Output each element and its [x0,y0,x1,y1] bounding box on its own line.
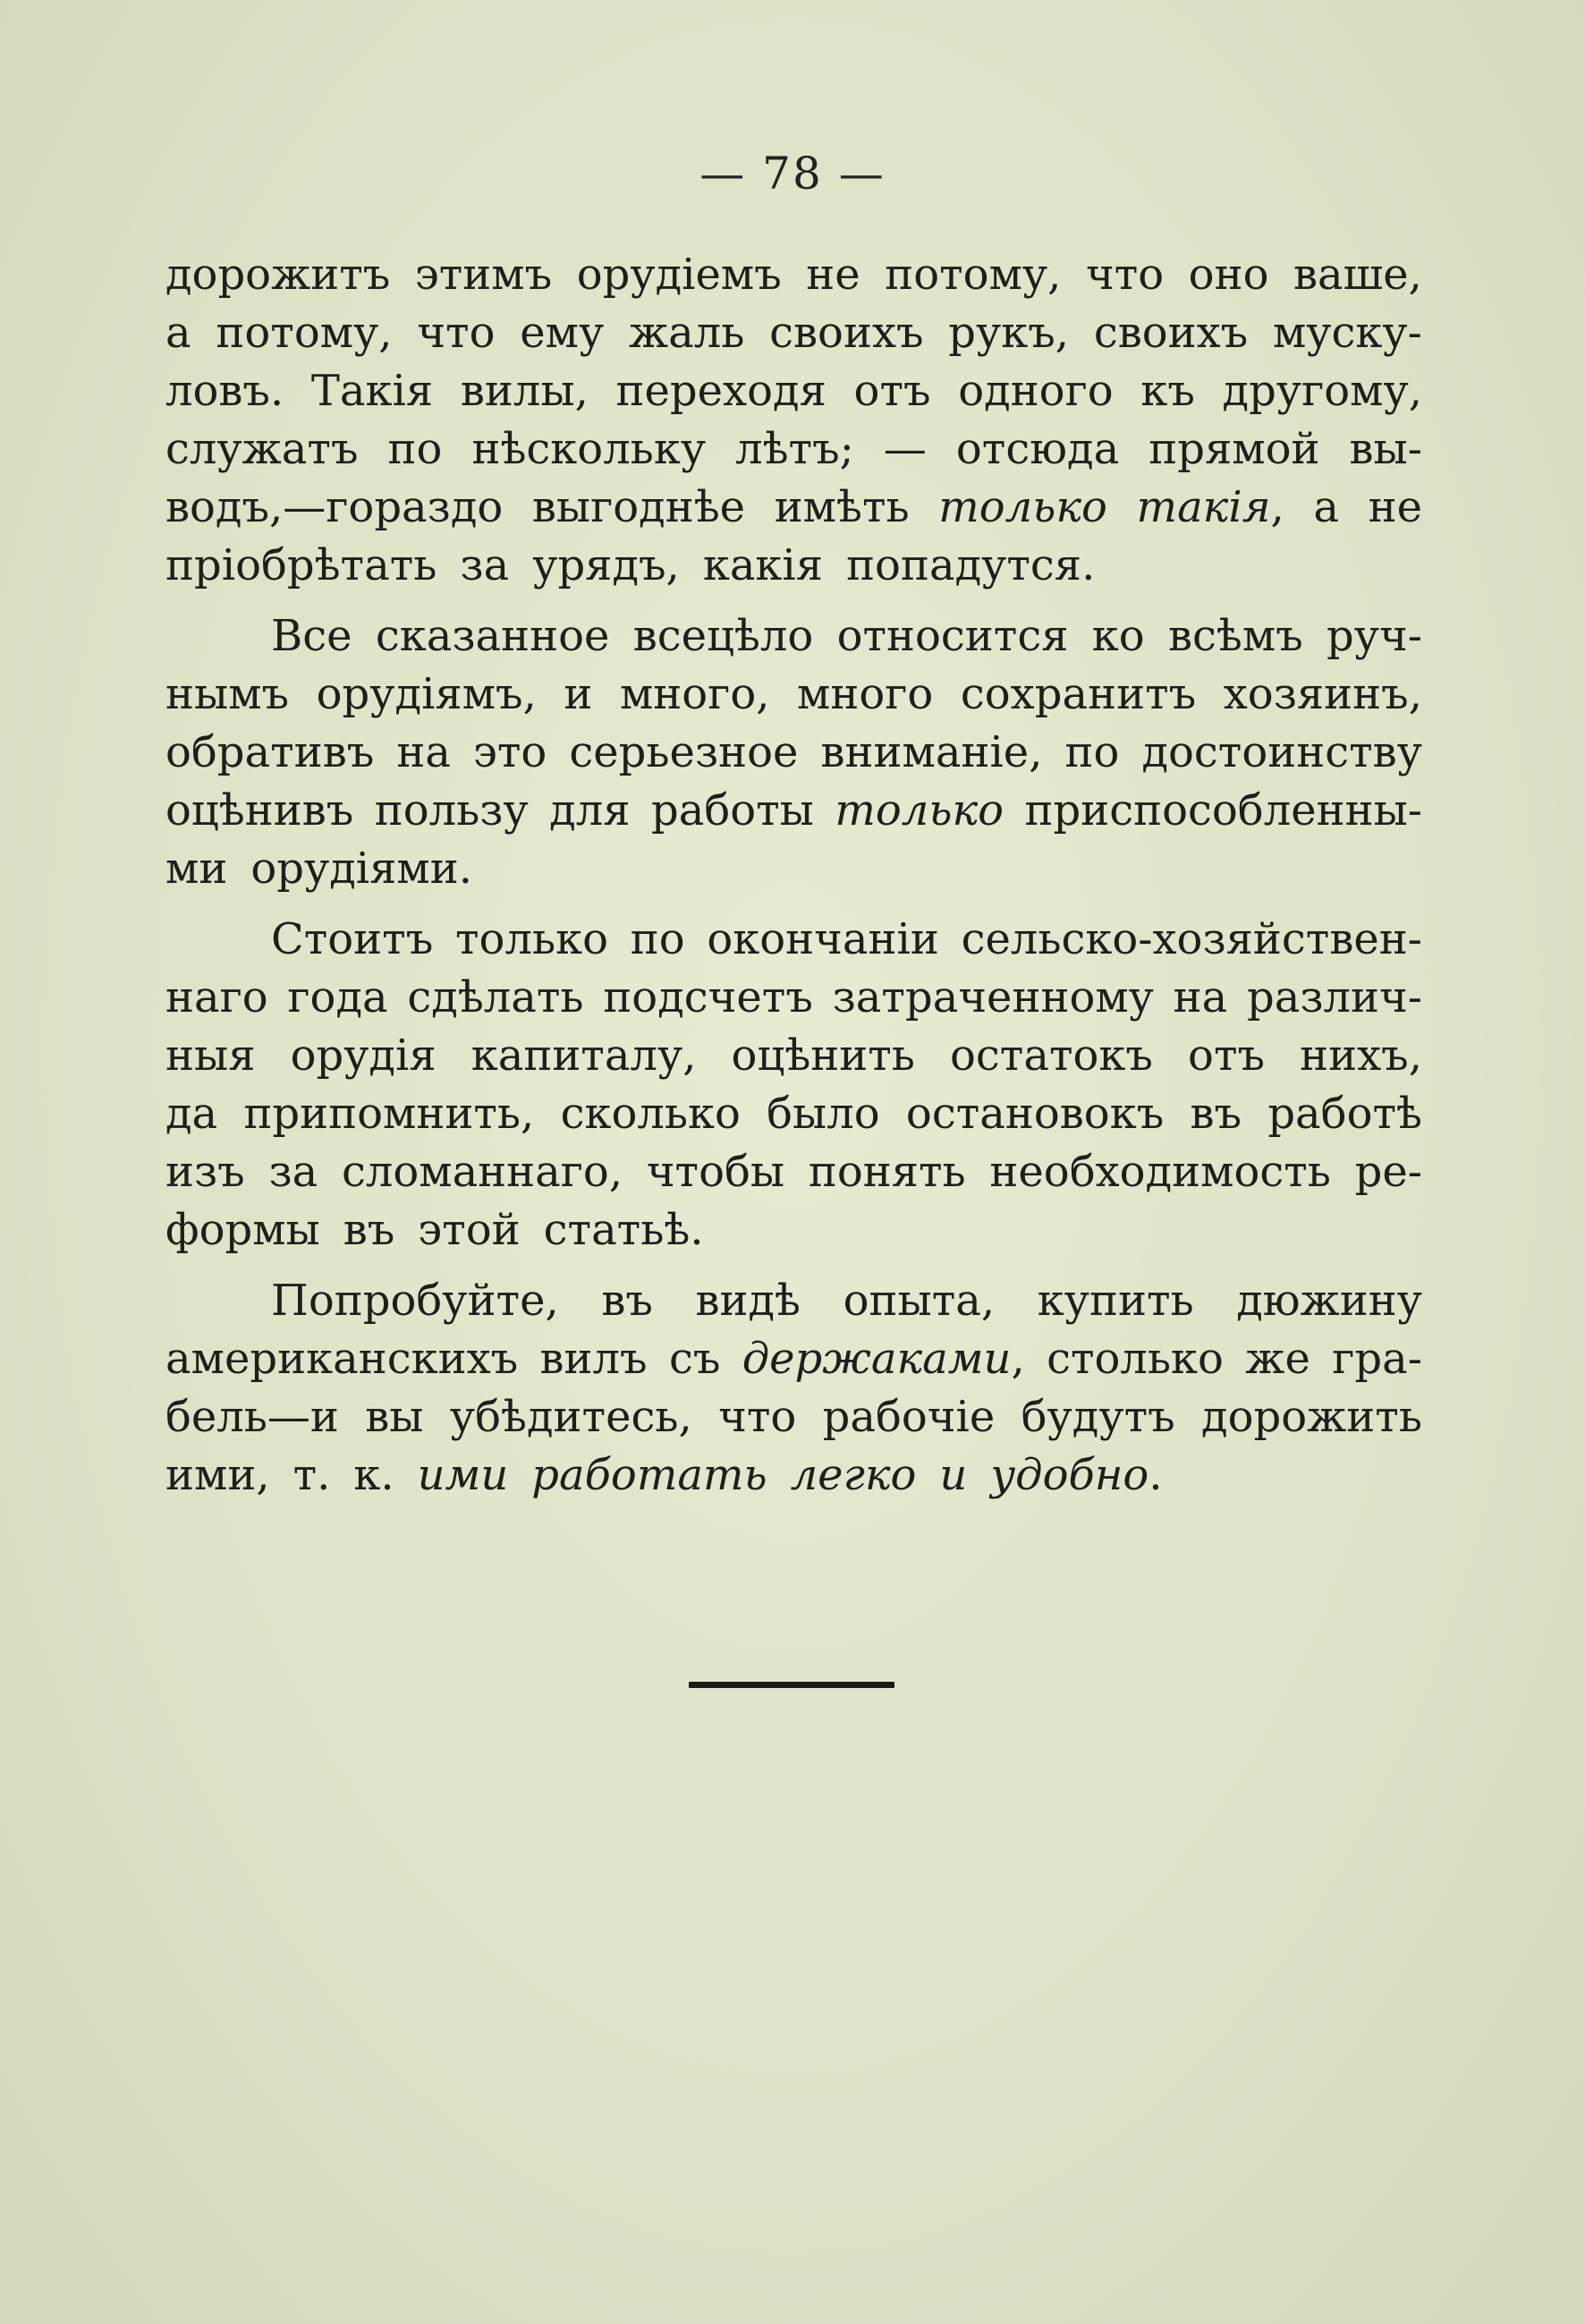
paragraph-gap [165,1260,1422,1272]
word: — [883,424,927,474]
word: остатокъ [950,1031,1153,1081]
word: хозяинъ, [1223,669,1422,719]
paragraph-gap [165,898,1422,911]
word: въ [1190,1089,1242,1139]
word: отсюда [955,424,1120,474]
word: своихъ [769,308,924,358]
text-line [165,1085,1422,1143]
text-line [165,840,1422,898]
word: формы [165,1205,320,1255]
word: оцѣнивъ [165,785,354,835]
word: вы- [1349,424,1422,474]
word: нымъ [165,669,290,719]
word: Все [271,611,352,661]
word: этимъ [414,250,553,300]
word: одного [958,366,1114,416]
word: нихъ, [1300,1031,1422,1081]
word: обративъ [165,727,375,777]
word: Попробуйте, [271,1276,559,1326]
word: за [460,540,510,590]
text-line [165,1388,1422,1446]
word: окончаніи [707,914,939,964]
word: вы [365,1392,424,1442]
word: ими, [165,1450,270,1500]
word: удобно. [990,1450,1163,1500]
word: орудіямъ, [316,669,537,719]
text-line [165,911,1422,969]
word: имѣть [774,482,910,532]
word: дорожитъ [165,250,391,300]
word: прямой [1148,424,1320,474]
word: а [165,308,191,358]
text-line [165,607,1422,666]
word: не [806,250,860,300]
word: водъ,—гораздо [165,482,504,532]
word: дюжину [1236,1276,1422,1326]
word: оно [1188,250,1269,300]
paragraph [165,607,1422,898]
word: и [564,669,593,719]
word: американскихъ [165,1334,519,1384]
word: только [835,785,1004,835]
word: работы [650,785,814,835]
word: относится [836,611,1069,661]
word: убѣдитесь, [449,1392,692,1442]
word: сдѣлать [407,972,584,1022]
word: оцѣнить [731,1031,915,1081]
word: не [1368,482,1422,532]
word: отъ [1188,1031,1266,1081]
text-line [165,1201,1422,1260]
word: работать [531,1450,767,1500]
word: сохранитъ [960,669,1197,719]
word: и [939,1450,968,1500]
text-line [165,782,1422,840]
word: по [630,914,685,964]
word: изъ [165,1147,245,1197]
word: дорожить [1201,1392,1422,1442]
word: работѣ [1267,1089,1422,1139]
word: статьѣ. [543,1205,704,1255]
word: потому, [885,250,1062,300]
end-rule [689,1682,894,1688]
word: нѣскольку [471,424,707,474]
word: достоинству [1141,727,1422,777]
word: что [718,1392,797,1442]
word: ми [165,844,228,894]
word: Стоитъ [271,914,434,964]
text-line [165,1330,1422,1388]
word: ныя [165,1031,256,1081]
word: съ [668,1334,721,1384]
word: затраченному [832,972,1154,1022]
word: т. [292,1450,331,1500]
text-line [165,420,1422,479]
word: какія [702,540,824,590]
word: орудіями. [250,844,472,894]
word: рабочіе [822,1392,996,1442]
word: ре- [1354,1147,1422,1197]
word: припомнить, [243,1089,535,1139]
text-line [165,969,1422,1027]
body-text [165,246,1422,1505]
word: за [268,1147,318,1197]
word: служатъ [165,424,359,474]
word: вилы, [460,366,589,416]
word: капиталу, [470,1031,697,1081]
word: потому, [216,308,393,358]
word: только [455,914,608,964]
paragraph [165,911,1422,1260]
word: будутъ [1021,1392,1175,1442]
word: видѣ [695,1276,801,1326]
text-line [165,304,1422,362]
word: этой [418,1205,521,1255]
word: ловъ. [165,366,284,416]
word: опыта, [843,1276,996,1326]
text-line [165,1027,1422,1085]
word: всѣмъ [1168,611,1303,661]
word: остановокъ [905,1089,1165,1139]
word: а [1313,482,1339,532]
word: вилъ [539,1334,648,1384]
word: что [1085,250,1165,300]
word: сломаннаго, [341,1147,623,1197]
word: на [396,727,451,777]
word: необходимость [989,1147,1331,1197]
text-line [165,724,1422,782]
word: на [1173,972,1228,1022]
word: жаль [628,308,745,358]
word: было [767,1089,880,1139]
text-line [165,1143,1422,1201]
word: въ [601,1276,653,1326]
word: много [797,669,934,719]
word: чтобы [646,1147,785,1197]
paragraph [165,246,1422,595]
text-line [165,479,1422,537]
page-number: — 78 — [699,148,886,199]
word: держаками, [742,1334,1025,1384]
word: отъ [853,366,931,416]
word: къ [1140,366,1195,416]
word: легко [790,1450,917,1500]
word: рукъ, [948,308,1070,358]
word: урядъ, [532,540,680,590]
word: пользу [374,785,529,835]
word: орудія [290,1031,437,1081]
word: гра- [1332,1334,1422,1384]
word: года [287,972,388,1022]
word: вниманіе, [820,727,1043,777]
word: всецѣло [632,611,814,661]
word: ко [1091,611,1145,661]
word: приспособленны- [1024,785,1422,835]
word: другому, [1222,366,1422,416]
word: ему [520,308,605,358]
text-line [165,537,1422,595]
text-line [165,1272,1422,1330]
word: различ- [1247,972,1422,1022]
word: столько [1047,1334,1224,1384]
word: бель—и [165,1392,339,1442]
word: ими [417,1450,509,1500]
word: купить [1037,1276,1194,1326]
word: по [387,424,443,474]
word: подсчетъ [603,972,813,1022]
text-line [165,1446,1422,1505]
word: попадутся. [846,540,1096,590]
word: да [165,1089,218,1139]
word: это [472,727,547,777]
word: лѣтъ; [735,424,854,474]
word: въ [343,1205,395,1255]
word: только [938,482,1107,532]
text-line [165,246,1422,304]
word: ваше, [1293,250,1422,300]
word: для [549,785,631,835]
paragraph-gap [165,595,1422,607]
word: понять [808,1147,966,1197]
word: что [417,308,496,358]
word: выгоднѣе [531,482,746,532]
word: по [1064,727,1120,777]
word: муску- [1272,308,1422,358]
word: сельско-хозяйствен- [961,914,1422,964]
word: сколько [560,1089,741,1139]
word: сказанное [375,611,610,661]
word: своихъ [1093,308,1249,358]
text-line [165,362,1422,420]
word: же [1245,1334,1310,1384]
word: пріобрѣтать [165,540,437,590]
word: такія, [1136,482,1284,532]
word: переходя [615,366,826,416]
word: серьезное [569,727,799,777]
text-line [165,666,1422,724]
paragraph [165,1272,1422,1505]
word: наго [165,972,268,1022]
word: к. [353,1450,394,1500]
word: Такія [310,366,434,416]
word: руч- [1326,611,1422,661]
word: орудіемъ [576,250,782,300]
word: много, [619,669,770,719]
